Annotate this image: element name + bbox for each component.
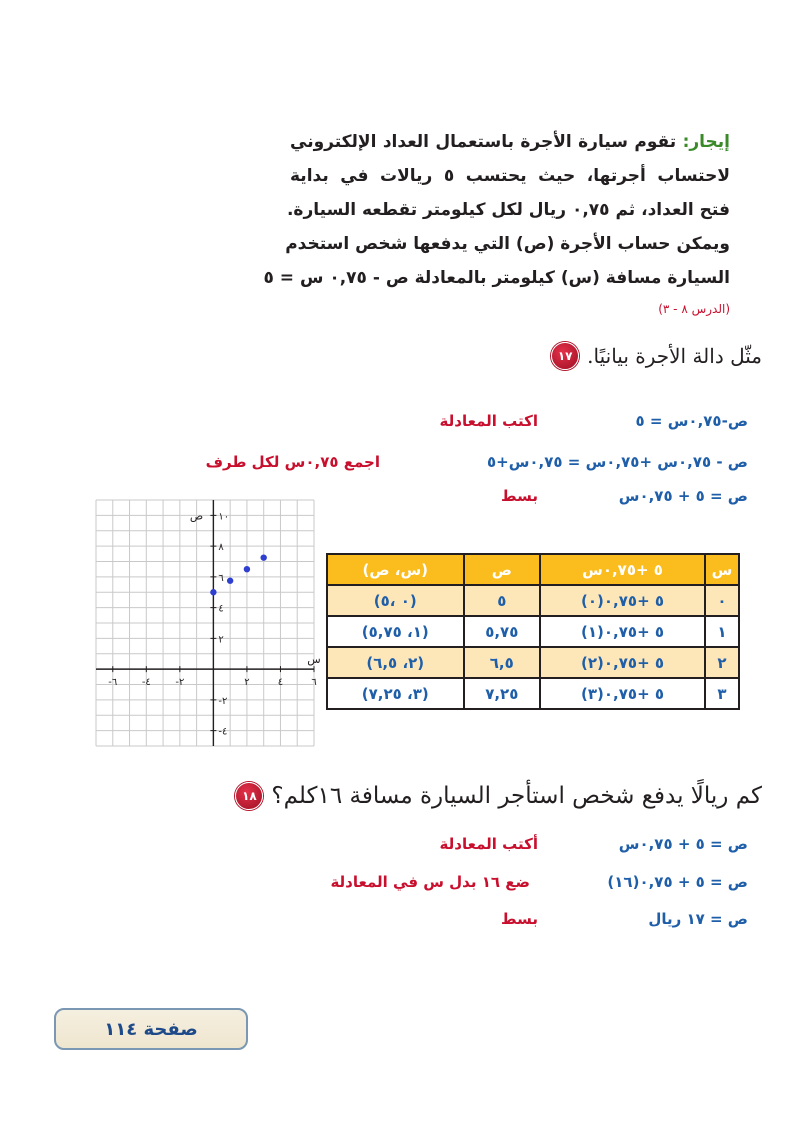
data-point xyxy=(244,566,250,572)
function-table xyxy=(326,553,740,710)
table-cell: ٣ xyxy=(705,678,739,709)
table-header-pair: (س، ص) xyxy=(327,554,464,585)
y-tick-label: ٦ xyxy=(218,572,224,584)
table-cell: ٥,٧٥ xyxy=(464,616,541,647)
step-note: بسط xyxy=(501,487,538,505)
y-tick-label: -٢ xyxy=(218,695,228,707)
table-cell: ٠ xyxy=(705,585,739,616)
table-row xyxy=(327,585,739,616)
table-header-y: ص xyxy=(464,554,541,585)
table-cell: (٣، ٧,٢٥) xyxy=(327,678,464,709)
y-tick-label: -٤ xyxy=(218,726,228,738)
step-note: أكتب المعادلة xyxy=(439,835,538,853)
data-point xyxy=(260,554,266,560)
q17-step-3 xyxy=(619,487,748,505)
table-header-x: س xyxy=(705,554,739,585)
table-cell: ٥ +٠,٧٥(٢) xyxy=(540,647,705,678)
step-note: اجمع ٠,٧٥س لكل طرف xyxy=(205,453,380,471)
problem-line-1: إيجار: تقوم سيارة الأجرة باستعمال العداد الإلكتروني xyxy=(290,132,731,152)
x-axis-label: س xyxy=(307,653,321,667)
table-cell: (٠ ،٥) xyxy=(327,585,464,616)
table-cell: (١، ٥,٧٥) xyxy=(327,616,464,647)
q17-step-3-note xyxy=(501,487,538,505)
q17-step-1 xyxy=(636,412,748,430)
table-cell: ٥ +٠,٧٥(٠) xyxy=(540,585,705,616)
q18-step-1-note xyxy=(440,835,538,853)
q18-step-2 xyxy=(607,873,748,891)
q17-step-2-note xyxy=(206,453,380,471)
y-tick-label: ٤ xyxy=(218,603,224,615)
table-row xyxy=(327,678,739,709)
step-equation: ص-٠,٧٥س = ٥ xyxy=(635,412,748,430)
question-17 xyxy=(551,342,762,370)
table-row xyxy=(327,647,739,678)
step-note: اكتب المعادلة xyxy=(439,412,538,430)
y-tick-label: ١٠ xyxy=(218,511,230,523)
q18-step-1 xyxy=(619,835,748,853)
table-cell: ٥ +٠,٧٥(٣) xyxy=(540,678,705,709)
data-point xyxy=(210,589,216,595)
q18-step-3 xyxy=(648,910,748,928)
step-equation: ص = ٥ + ٠,٧٥س xyxy=(618,487,748,505)
table-cell: ٥ +٠,٧٥(١) xyxy=(540,616,705,647)
problem-line-5: السيارة مسافة (س) كيلومتر بالمعادلة ص - ٠,٧٥ س = ٥ xyxy=(263,268,730,288)
table-header-expression: ٥ +٠,٧٥س xyxy=(540,554,705,585)
y-tick-label: ٢ xyxy=(218,634,224,646)
page-number-box xyxy=(54,1008,248,1050)
x-tick-label: -٤ xyxy=(141,677,151,689)
table-cell: (٢، ٦,٥) xyxy=(327,647,464,678)
problem-line-4: ويمكن حساب الأجرة (ص) التي يدفعها شخص استخدم xyxy=(285,234,730,254)
step-equation: ص = ٥ + ٠,٧٥س xyxy=(618,835,748,853)
problem-line-2: لاحتساب أجرتها، حيث يحتسب ٥ ريالات في بداية xyxy=(290,166,730,186)
table-cell: ٢ xyxy=(705,647,739,678)
step-note: بسط xyxy=(501,910,538,928)
question-18 xyxy=(235,782,762,810)
table-cell: ٦,٥ xyxy=(464,647,541,678)
step-note: ضع ١٦ بدل س في المعادلة xyxy=(330,873,530,891)
step-equation: ص = ٥ + ٠,٧٥(١٦) xyxy=(607,873,748,891)
step-equation: ص - ٠,٧٥س +٠,٧٥س = ٠,٧٥س+٥ xyxy=(486,453,748,471)
question-number-badge: ١٧ xyxy=(551,342,579,370)
data-point xyxy=(227,578,233,584)
table-row xyxy=(327,616,739,647)
x-tick-label: ٦ xyxy=(311,677,317,689)
table-cell: ٥ xyxy=(464,585,541,616)
lesson-reference: (الدرس ٨ - ٣) xyxy=(658,302,730,316)
problem-paragraph xyxy=(263,125,731,295)
coordinate-graph xyxy=(96,500,321,746)
question-text: مثّل دالة الأجرة بيانيًا. xyxy=(587,344,762,368)
question-text: كم ريالًا يدفع شخص استأجر السيارة مسافة ١٦كلم؟ xyxy=(271,783,762,809)
problem-keyword: إيجار: xyxy=(682,132,731,152)
table-header-row xyxy=(327,554,739,585)
q17-step-1-note xyxy=(440,412,538,430)
table-cell: ١ xyxy=(705,616,739,647)
problem-line-3: فتح العداد، ثم ٠,٧٥ ريال لكل كيلومتر تقطعه السيارة. xyxy=(286,200,730,220)
y-axis-label: ص xyxy=(189,509,204,523)
x-tick-label: -٦ xyxy=(108,677,118,689)
page-number-label: صفحة ١١٤ xyxy=(104,1018,198,1040)
step-equation: ص = ١٧ ريال xyxy=(648,910,748,928)
y-tick-label: ٨ xyxy=(218,542,224,554)
table-cell: ٧,٢٥ xyxy=(464,678,541,709)
x-tick-label: ٢ xyxy=(244,677,250,689)
x-tick-label: ٤ xyxy=(277,677,284,689)
question-number-badge: ١٨ xyxy=(235,782,263,810)
q18-step-3-note xyxy=(501,910,538,928)
q17-step-2 xyxy=(487,453,748,471)
x-tick-label: -٢ xyxy=(175,677,185,689)
q18-step-2-note xyxy=(330,873,530,891)
